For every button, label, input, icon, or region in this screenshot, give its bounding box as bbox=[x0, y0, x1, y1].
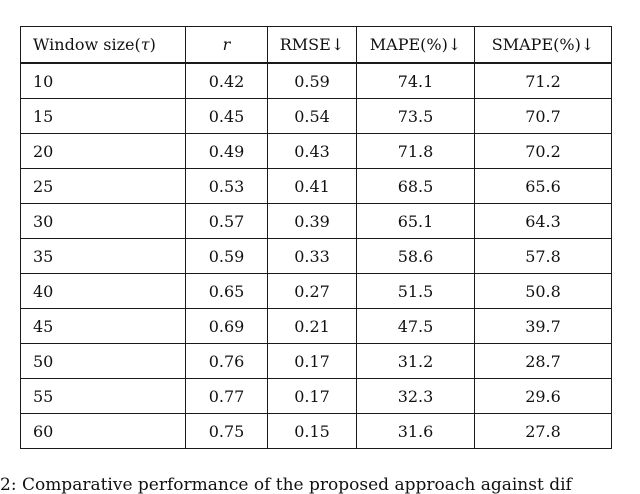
table-cell: 25 bbox=[21, 169, 186, 204]
table-cell: 0.65 bbox=[186, 274, 268, 309]
header-window-size bbox=[21, 27, 186, 64]
table-cell: 0.17 bbox=[268, 344, 357, 379]
table-cell: 47.5 bbox=[357, 309, 475, 344]
header-mape-label: MAPE(%)↓ bbox=[369, 35, 462, 54]
table-row bbox=[21, 344, 612, 379]
table-row bbox=[21, 414, 612, 449]
table-cell: 40 bbox=[21, 274, 186, 309]
table-cell: 0.49 bbox=[186, 134, 268, 169]
table-cell: 0.59 bbox=[186, 239, 268, 274]
table-cell: 0.17 bbox=[268, 379, 357, 414]
header-rmse bbox=[268, 27, 357, 64]
table-cell: 0.15 bbox=[268, 414, 357, 449]
table-cell: 27.8 bbox=[475, 414, 612, 449]
table-cell: 57.8 bbox=[475, 239, 612, 274]
table-row bbox=[21, 169, 612, 204]
table-cell: 68.5 bbox=[357, 169, 475, 204]
cropped-text-fragment bbox=[410, 0, 450, 4]
table-row bbox=[21, 99, 612, 134]
table-cell: 0.75 bbox=[186, 414, 268, 449]
header-rmse-label: RMSE↓ bbox=[279, 35, 345, 54]
table-cell: 39.7 bbox=[475, 309, 612, 344]
table-cell: 35 bbox=[21, 239, 186, 274]
table-cell: 58.6 bbox=[357, 239, 475, 274]
table-header bbox=[21, 27, 612, 64]
table-cell: 0.76 bbox=[186, 344, 268, 379]
table-cell: 50 bbox=[21, 344, 186, 379]
table-cell: 60 bbox=[21, 414, 186, 449]
header-window-size-prefix: Window size( bbox=[33, 35, 141, 54]
table-row bbox=[21, 379, 612, 414]
header-smape-label: SMAPE(%)↓ bbox=[491, 35, 595, 54]
table-cell: 64.3 bbox=[475, 204, 612, 239]
table-cell: 0.41 bbox=[268, 169, 357, 204]
header-mape bbox=[357, 27, 475, 64]
table-cell: 45 bbox=[21, 309, 186, 344]
table-cell: 0.42 bbox=[186, 63, 268, 99]
header-tau-symbol: τ bbox=[140, 35, 150, 54]
table-cell: 0.39 bbox=[268, 204, 357, 239]
table-cell: 31.6 bbox=[357, 414, 475, 449]
table-cell: 32.3 bbox=[357, 379, 475, 414]
table-cell: 0.27 bbox=[268, 274, 357, 309]
table-cell: 0.59 bbox=[268, 63, 357, 99]
table-cell: 71.2 bbox=[475, 63, 612, 99]
table-cell: 51.5 bbox=[357, 274, 475, 309]
header-row bbox=[21, 27, 612, 64]
table-cell: 0.77 bbox=[186, 379, 268, 414]
table-cell: 0.45 bbox=[186, 99, 268, 134]
table-row bbox=[21, 134, 612, 169]
table-cell: 20 bbox=[21, 134, 186, 169]
header-r-symbol: r bbox=[222, 35, 231, 54]
table-cell: 65.6 bbox=[475, 169, 612, 204]
table-cell: 55 bbox=[21, 379, 186, 414]
table-cell: 29.6 bbox=[475, 379, 612, 414]
table-cell: 0.54 bbox=[268, 99, 357, 134]
table-cell: 50.8 bbox=[475, 274, 612, 309]
table-cell: 30 bbox=[21, 204, 186, 239]
table-row bbox=[21, 274, 612, 309]
table-cell: 0.43 bbox=[268, 134, 357, 169]
table-cell: 10 bbox=[21, 63, 186, 99]
table-cell: 65.1 bbox=[357, 204, 475, 239]
table-cell: 0.53 bbox=[186, 169, 268, 204]
header-smape bbox=[475, 27, 612, 64]
results-table-container bbox=[20, 26, 611, 449]
table-cell: 15 bbox=[21, 99, 186, 134]
table-row bbox=[21, 63, 612, 99]
header-r bbox=[186, 27, 268, 64]
table-body bbox=[21, 63, 612, 449]
table-cell: 31.2 bbox=[357, 344, 475, 379]
window-size-results-table bbox=[20, 26, 612, 449]
table-cell: 0.57 bbox=[186, 204, 268, 239]
table-row bbox=[21, 204, 612, 239]
table-row bbox=[21, 309, 612, 344]
table-cell: 70.2 bbox=[475, 134, 612, 169]
table-caption: 2: Comparative performance of the proposed approach against dif bbox=[0, 477, 572, 494]
header-window-size-suffix: ) bbox=[149, 35, 156, 54]
table-row bbox=[21, 239, 612, 274]
table-cell: 0.69 bbox=[186, 309, 268, 344]
table-cell: 28.7 bbox=[475, 344, 612, 379]
table-cell: 70.7 bbox=[475, 99, 612, 134]
table-cell: 71.8 bbox=[357, 134, 475, 169]
table-cell: 74.1 bbox=[357, 63, 475, 99]
table-cell: 0.21 bbox=[268, 309, 357, 344]
table-cell: 0.33 bbox=[268, 239, 357, 274]
table-cell: 73.5 bbox=[357, 99, 475, 134]
